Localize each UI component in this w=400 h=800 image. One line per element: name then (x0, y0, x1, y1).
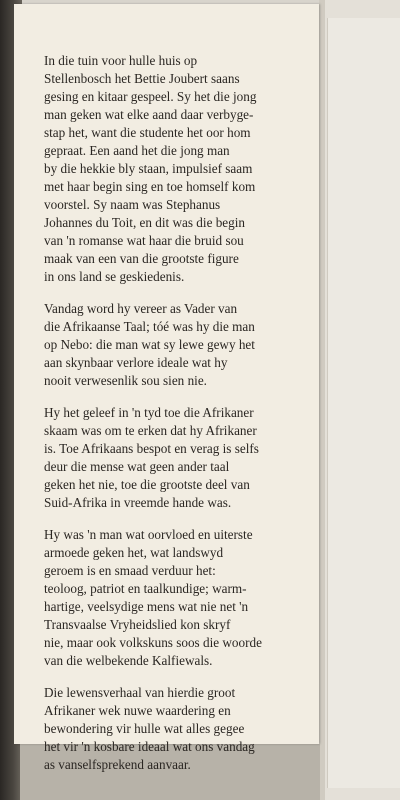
text-line: aan skynbaar verlore ideale wat hy (44, 355, 228, 370)
text-line: geroem is en smaad verduur het: (44, 563, 216, 578)
text-line: Afrikaner wek nuwe waardering en (44, 703, 231, 718)
text-line: op Nebo: die man wat sy lewe gewy het (44, 337, 255, 352)
text-line: stap het, want die studente het oor hom (44, 125, 251, 140)
text-line: Die lewensverhaal van hierdie groot (44, 685, 236, 700)
text-line: het vir 'n kosbare ideaal wat ons vandag (44, 739, 255, 754)
flap-text (44, 52, 314, 788)
text-line: die Afrikaanse Taal; tóé was hy die man (44, 319, 255, 334)
text-line: in ons land se geskiedenis. (44, 269, 185, 284)
text-line: teoloog, patriot en taalkundige; warm- (44, 581, 247, 596)
text-line: as vanselfsprekend aanvaar. (44, 757, 191, 772)
text-line: skaam was om te erken dat hy Afrikaner (44, 423, 257, 438)
paragraph-1 (44, 52, 314, 286)
text-line: Hy het geleef in 'n tyd toe die Afrikaner (44, 405, 254, 420)
text-line: van die welbekende Kalfiewals. (44, 653, 213, 668)
text-line: armoede geken het, wat landswyd (44, 545, 224, 560)
text-line: gepraat. Een aand het die jong man (44, 143, 230, 158)
text-line: Vandag word hy vereer as Vader van (44, 301, 238, 316)
text-line: maak van een van die grootste figure (44, 251, 239, 266)
text-line: nooit verwesenlik sou sien nie. (44, 373, 207, 388)
text-line: is. Toe Afrikaans bespot en verag is selfs (44, 441, 259, 456)
text-line: Stellenbosch het Bettie Joubert saans (44, 71, 240, 86)
text-line: gesing en kitaar gespeel. Sy het die jong (44, 89, 257, 104)
text-line: van 'n romanse wat haar die bruid sou (44, 233, 244, 248)
text-line: nie, maar ook volkskuns soos die woorde (44, 635, 262, 650)
text-line: hartige, veelsydige mens wat nie net 'n (44, 599, 249, 614)
paragraph-5 (44, 684, 314, 774)
paragraph-2 (44, 300, 314, 390)
text-line: Johannes du Toit, en dit was die begin (44, 215, 246, 230)
text-line: deur die mense wat geen ander taal (44, 459, 230, 474)
text-line: Suid-Afrika in vreemde hande was. (44, 495, 232, 510)
text-line: Transvaalse Vryheidslied kon skryf (44, 617, 231, 632)
cover-fold (319, 0, 325, 800)
text-line: met haar begin sing en toe homself kom (44, 179, 256, 194)
text-line: In die tuin voor hulle huis op (44, 53, 198, 68)
text-line: man geken wat elke aand daar verbyge- (44, 107, 254, 122)
paragraph-3 (44, 404, 314, 512)
text-line: Hy was 'n man wat oorvloed en uiterste (44, 527, 253, 542)
text-line: geken het nie, toe die grootste deel van (44, 477, 250, 492)
book-cover-right (319, 0, 400, 800)
text-line: bewondering vir hulle wat alles gegee (44, 721, 245, 736)
paragraph-4 (44, 526, 314, 670)
inner-page (327, 18, 400, 788)
text-line: voorstel. Sy naam was Stephanus (44, 197, 221, 212)
text-line: by die hekkie bly staan, impulsief saam (44, 161, 253, 176)
